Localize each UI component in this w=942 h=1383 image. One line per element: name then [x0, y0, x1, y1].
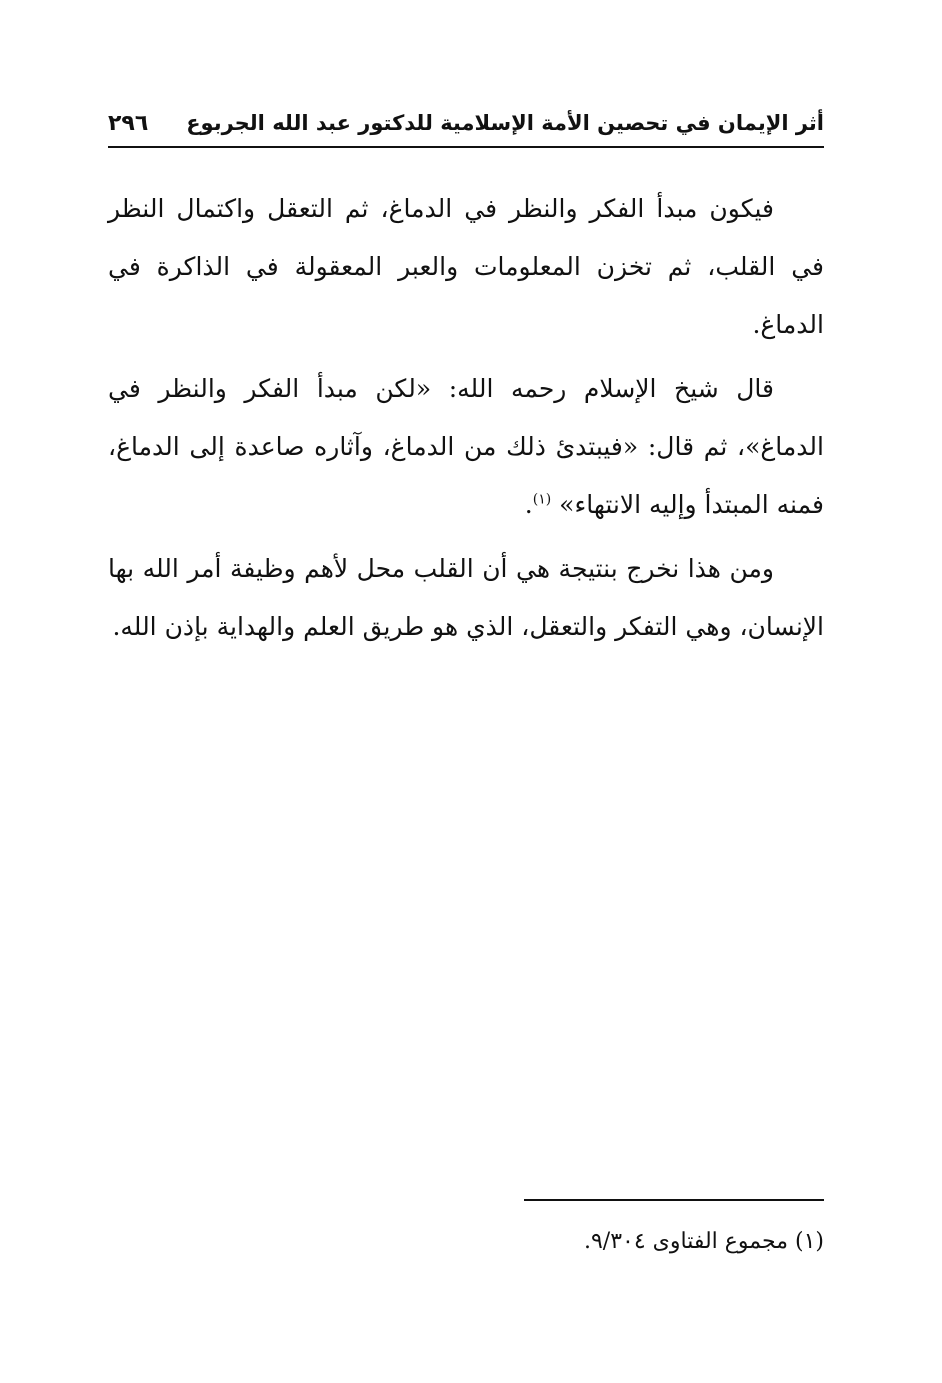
paragraph-2: [108, 360, 824, 534]
header-rule: [108, 146, 824, 148]
running-header: [108, 100, 824, 146]
footnote-marker: (١): [794, 1229, 824, 1254]
paragraph-1: فيكون مبدأ الفكر والنظر في الدماغ، ثم التعقل واكتمال النظر في القلب، ثم تخزن المعلومات والعبر المعقولة في الذاكرة في الدماغ.: [108, 194, 824, 339]
paragraph-3: ومن هذا نخرج بنتيجة هي أن القلب محل لأهم وظيفة أمر الله بها الإنسان، وهي التفكر والتعقل، الذي هو طريق العلم والهداية بإذن الله.: [108, 554, 824, 641]
footnote-1: [108, 1222, 824, 1262]
footnote-rule: [524, 1199, 824, 1201]
paragraph-2-text: قال شيخ الإسلام رحمه الله: «لكن مبدأ الفكر والنظر في الدماغ»، ثم قال: «فيبتدئ ذلك من الدماغ، وآثاره صاعدة إلى الدماغ، فمنه المبتدأ وإليه الانتهاء»: [108, 374, 824, 519]
body-text: [108, 180, 824, 662]
header-title: أثر الإيمان في تحصين الأمة الإسلامية للدكتور عبد الله الجربوع: [186, 111, 824, 135]
page-number: ٢٩٦: [108, 110, 149, 136]
footnote-text: مجموع الفتاوى ٩/٣٠٤.: [583, 1229, 788, 1254]
footnote-reference[interactable]: (١): [532, 491, 552, 508]
paragraph-2-end: .: [524, 490, 533, 519]
